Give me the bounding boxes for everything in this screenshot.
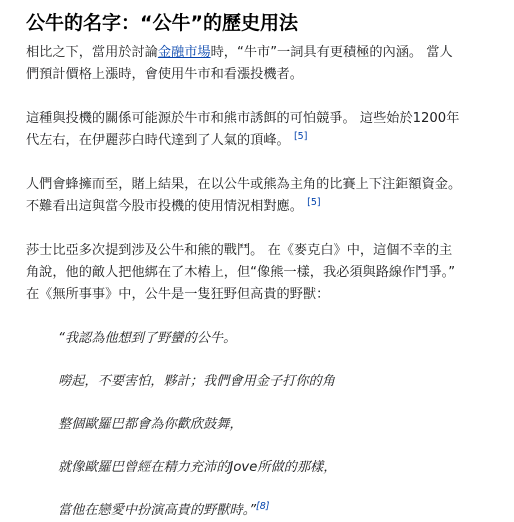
paragraph-text: 這種與投機的關係可能源於牛市和熊市誘餌的可怕競爭。 這些始於1200年 [26, 111, 460, 126]
quote-line: “我認為他想到了野蠻的公牛。 [58, 331, 237, 346]
paragraph-text: 們預計價格上漲時，會使用牛市和看漲投機者。 [26, 67, 303, 82]
paragraph-text: 在《無所事事》中，公牛是一隻狂野但高貴的野獸： [26, 287, 330, 302]
citation-ref-5[interactable]: [5] [293, 131, 308, 142]
paragraph-text: 時，“牛市”一詞具有更積極的內涵。 當人 [210, 45, 453, 60]
quote-line: 嘮起，不要害怕，夥計；我們會用金子打你的角 [58, 374, 335, 389]
paragraph-bull-baiting [26, 108, 498, 152]
paragraph-text: 人們會蜂擁而至，賭上結果，在以公牛或熊為主角的比賽上下注鉅額資金。 [26, 177, 462, 192]
citation-ref-8[interactable]: [8] [256, 501, 270, 512]
section-heading: 公牛的名字：“公牛”的歷史用法 [26, 12, 298, 34]
paragraph-text: 相比之下，當用於討論 [26, 45, 158, 60]
paragraph-betting [26, 174, 498, 218]
quote-text: 當他在戀愛中扮演高貴的野獸時。” [58, 503, 257, 518]
blockquote-much-ado [58, 328, 498, 522]
paragraph-text: 代左右，在伊麗莎白時代達到了人氣的頂峰。 [26, 133, 290, 148]
quote-line-last [58, 500, 498, 522]
paragraph-text: 不難看出這與當今股市投機的使用情況相對應。 [26, 199, 303, 214]
quote-line: 就像歐羅巴曾經在精力充沛的Jove所做的那樣， [58, 460, 337, 475]
citation-ref-5[interactable]: [5] [307, 197, 321, 208]
quote-line: 整個歐羅巴都會為你歡欣鼓舞， [58, 417, 243, 432]
paragraph-financial-markets [26, 42, 498, 86]
link-financial-markets[interactable]: 金融市場 [157, 45, 211, 60]
paragraph-text: 角說，他的敵人把他綁在了木樁上，但“像熊一樣，我必須與路線作鬥爭。” [26, 265, 456, 280]
paragraph-shakespeare [26, 240, 498, 306]
paragraph-text: 莎士比亞多次提到涉及公牛和熊的戰鬥。 在《麥克白》中，這個不幸的主 [26, 243, 453, 258]
